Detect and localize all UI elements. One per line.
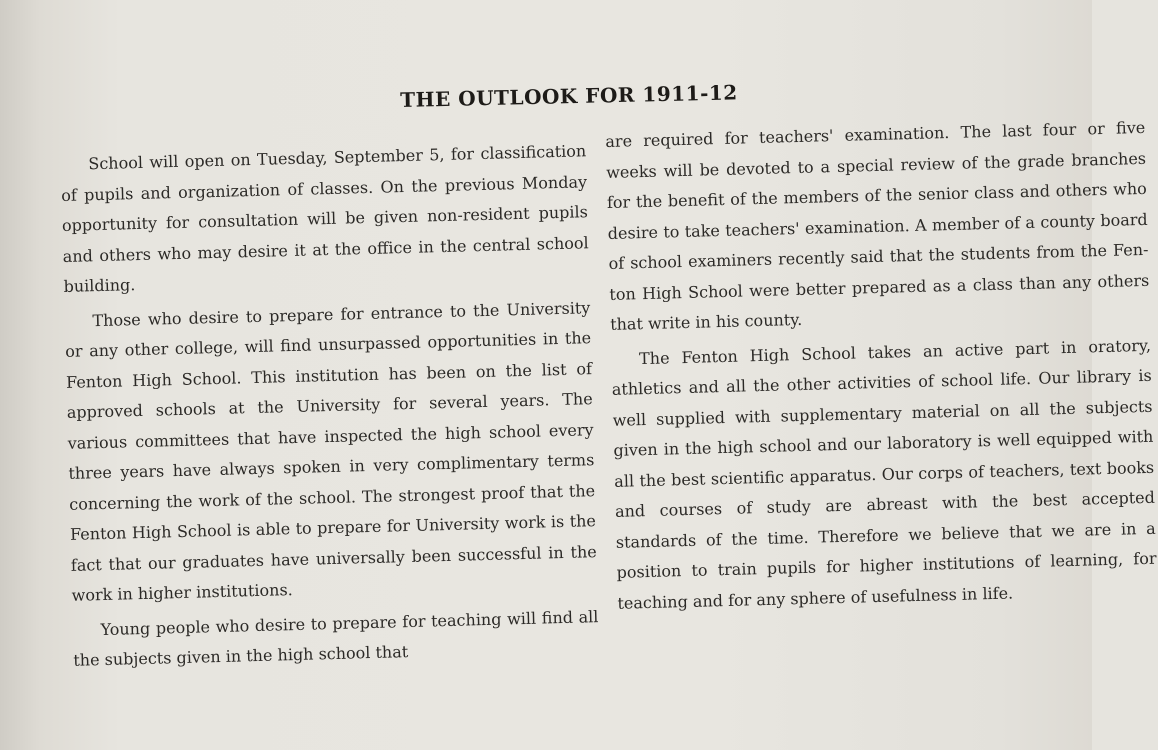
paragraph-school-activities: The Fenton High School takes an active part in oratory, athletics and all the other activities of school life. Our library is well supplied with supplementary material on all the subjects given in the high school and our laboratory is well equipped with all the best scientific apparatus. Our corps of teachers, text books and courses of study are abreast with the best accepted standards of the time. Therefore we believe that we are in a position to train pupils for higher institutions of learning, for teaching and for any sphere of usefulness in life. — [611, 335, 1157, 613]
paragraph-university-prep: Those who desire to prepare for entrance to the University or any other college, will find unsurpassed opportunities in the Fenton High School. This institution has been on the list of approved schools at the University for several years. The various committees that have inspected the high school every three years have always spoken in very complimentary terms concerning the work of the school. The strongest proof that the Fenton High School is able to prepare for University work is the fact that our graduates have universally been successful in the work in higher institutions. — [65, 297, 597, 605]
paragraph-teachers-exam: are required for teachers' examination. The last four or five weeks will be devoted to a special review of the grade branches for the benefit of the members of the senior class and others who desire to take teachers' examination. A member of a county board of school examiners recently said that the students from the Fenton High School were better prepared as a class than any others that write in his county. — [605, 117, 1150, 334]
paragraph-school-opening: School will open on Tuesday, September 5, for classification of pupils and organization of classes. On the previous Monday opportunity for consultation will be given non-resident pupils and others who may desire it at the office in the central school building. — [60, 141, 589, 296]
left-column — [60, 136, 600, 676]
page-title: THE OUTLOOK FOR 1911-12 — [400, 80, 738, 112]
right-column — [605, 113, 1158, 619]
paragraph-teaching-prep: Young people who desire to prepare for teaching will find all the subjects given in the high school that — [73, 606, 599, 670]
